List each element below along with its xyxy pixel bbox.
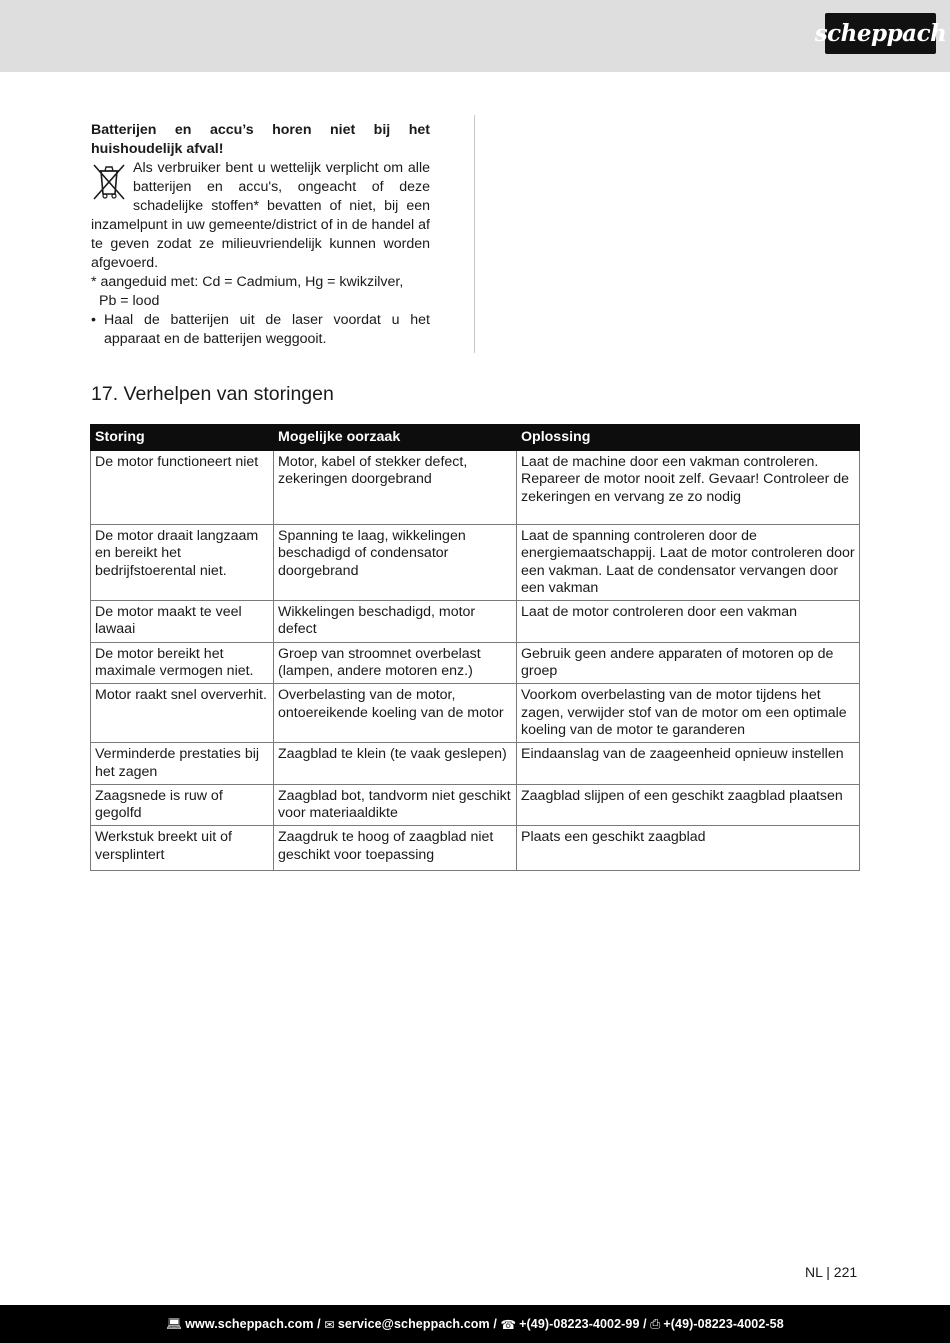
- storing-cell: De motor bereikt het maximale vermogen niet.: [91, 642, 274, 684]
- battery-bullet: [91, 311, 430, 349]
- header-band: [0, 0, 950, 72]
- table-row: [91, 451, 860, 525]
- footer-contact-bar: [0, 1305, 950, 1343]
- column-divider: [474, 115, 475, 353]
- storing-cell: Werkstuk breekt uit of versplintert: [91, 826, 274, 871]
- table-row: [91, 601, 860, 643]
- oplossing-cell: Zaagblad slijpen of een geschikt zaagblad plaatsen: [517, 784, 860, 826]
- fax-icon: ⎙: [650, 1316, 661, 1331]
- page-number: NL | 221: [805, 1264, 858, 1280]
- oplossing-cell: Plaats een geschikt zaagblad: [517, 826, 860, 871]
- footnote-line-2: Pb = lood: [99, 293, 160, 309]
- footnote-line-1: * aangeduid met: Cd = Cadmium, Hg = kwikzilver,: [91, 274, 404, 290]
- mail-icon: ✉︎: [324, 1317, 335, 1332]
- troubleshooting-table: [90, 424, 860, 871]
- storing-cell: De motor draait langzaam en bereikt het bedrijfstoerental niet.: [91, 525, 274, 601]
- oplossing-cell: Gebruik geen andere apparaten of motoren op de groep: [517, 642, 860, 684]
- storing-cell: De motor functioneert niet: [91, 451, 274, 525]
- header-storing: Storing: [91, 425, 274, 451]
- crossed-out-bin-icon: [91, 161, 127, 201]
- header-oorzaak: Mogelijke oorzaak: [274, 425, 517, 451]
- computer-icon: 💻︎: [166, 1316, 183, 1331]
- table-row: [91, 743, 860, 785]
- footer-email-link[interactable]: service@scheppach.com: [337, 1317, 490, 1331]
- table-row: [91, 826, 860, 871]
- footer-separator: /: [639, 1317, 651, 1331]
- oplossing-cell: Laat de machine door een vakman controleren. Repareer de motor nooit zelf. Gevaar! Controleer de zekeringen en vervang ze zo nodig: [517, 451, 860, 525]
- footer-fax: +(49)-08223-4002-58: [663, 1317, 784, 1331]
- storing-cell: Motor raakt snel oververhit.: [91, 684, 274, 743]
- footer-separator: /: [313, 1317, 325, 1331]
- oplossing-cell: Voorkom overbelasting van de motor tijdens het zagen, verwijder stof van de motor om een optimale koeling van de motor te garanderen: [517, 684, 860, 743]
- section-title: 17. Verhelpen van storingen: [91, 383, 334, 405]
- bullet-mark: •: [91, 312, 96, 328]
- header-oplossing: Oplossing: [517, 425, 860, 451]
- oorzaak-cell: Zaagdruk te hoog of zaagblad niet geschikt voor toepassing: [274, 826, 517, 871]
- battery-notice-body: Als verbruiker bent u wettelijk verplicht om alle batterijen en accu's, ongeacht of deze schadelijke stoffen* bevatten of niet, bij een inzamelpunt in uw gemeente/district of in de handel af te geven zodat ze milieuvriendelijk kunnen worden afgevoerd.: [91, 160, 430, 271]
- table-row: [91, 684, 860, 743]
- oplossing-cell: Eindaanslag van de zaageenheid opnieuw instellen: [517, 743, 860, 785]
- table-row: [91, 525, 860, 601]
- bullet-text: Haal de batterijen uit de laser voordat u het apparaat en de batterijen weggooit.: [104, 312, 430, 347]
- phone-icon: ☎︎: [500, 1317, 517, 1332]
- logo-text: scheppach: [814, 20, 947, 47]
- scheppach-logo: [814, 13, 947, 54]
- battery-notice: [91, 121, 430, 349]
- table-header-row: [91, 425, 860, 451]
- footer-separator: /: [489, 1317, 501, 1331]
- oorzaak-cell: Zaagblad te klein (te vaak geslepen): [274, 743, 517, 785]
- oplossing-cell: Laat de spanning controleren door de energiemaatschappij. Laat de motor controleren door een vakman. Laat de condensator vervangen door een vakman: [517, 525, 860, 601]
- oorzaak-cell: Motor, kabel of stekker defect, zekeringen doorgebrand: [274, 451, 517, 525]
- footer-phone: +(49)-08223-4002-99: [519, 1317, 640, 1331]
- oplossing-cell: Laat de motor controleren door een vakman: [517, 601, 860, 643]
- oorzaak-cell: Spanning te laag, wikkelingen beschadigd of condensator doorgebrand: [274, 525, 517, 601]
- oorzaak-cell: Wikkelingen beschadigd, motor defect: [274, 601, 517, 643]
- table-row: [91, 784, 860, 826]
- table-row: [91, 642, 860, 684]
- oorzaak-cell: Groep van stroomnet overbelast (lampen, andere motoren enz.): [274, 642, 517, 684]
- battery-notice-title: Batterijen en accu’s horen niet bij het huishoudelijk afval!: [91, 122, 430, 157]
- storing-cell: Zaagsnede is ruw of gegolfd: [91, 784, 274, 826]
- oorzaak-cell: Overbelasting van de motor, ontoereikende koeling van de motor: [274, 684, 517, 743]
- footer-website-link[interactable]: www.scheppach.com: [185, 1317, 314, 1331]
- storing-cell: De motor maakt te veel lawaai: [91, 601, 274, 643]
- storing-cell: Verminderde prestaties bij het zagen: [91, 743, 274, 785]
- oorzaak-cell: Zaagblad bot, tandvorm niet geschikt voor materiaaldikte: [274, 784, 517, 826]
